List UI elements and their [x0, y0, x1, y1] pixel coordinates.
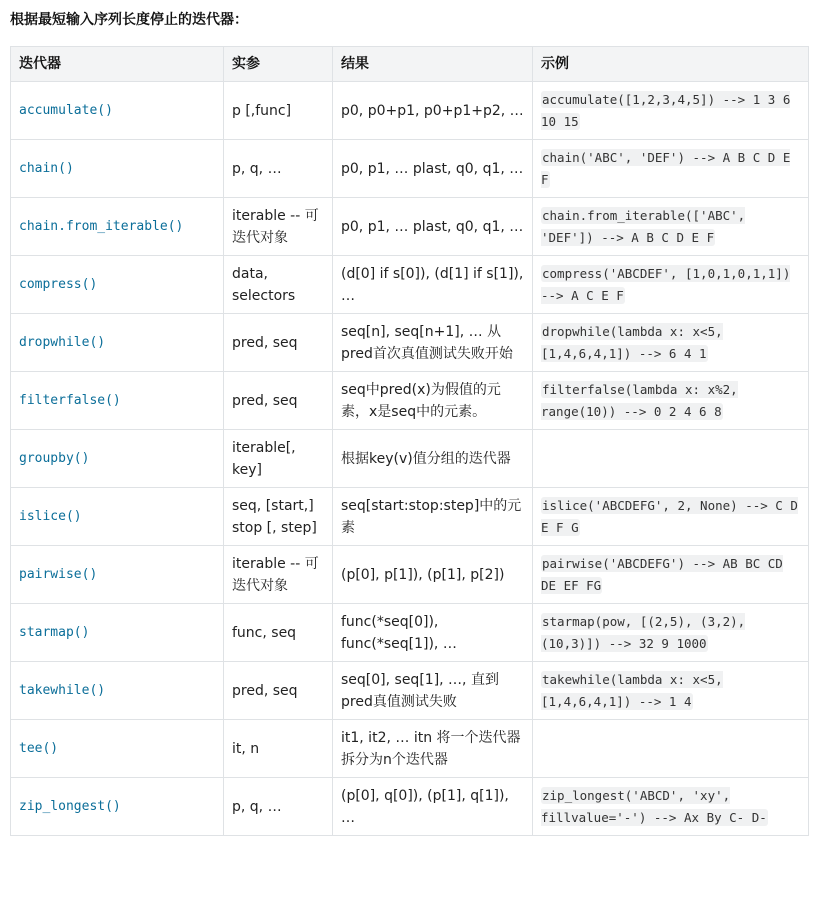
example-code: pairwise('ABCDEFG') --> AB BC CD DE EF FG: [541, 555, 783, 593]
result-cell: seq[start:stop:step]中的元素: [333, 488, 533, 546]
example-cell: [533, 256, 809, 314]
result-cell: func(*seq[0]), func(*seq[1]), …: [333, 604, 533, 662]
args-cell: pred, seq: [224, 662, 333, 720]
iterator-name-cell: chain(): [11, 140, 224, 198]
args-cell: pred, seq: [224, 314, 333, 372]
table-header: [11, 47, 809, 82]
iterator-name-cell: starmap(): [11, 604, 224, 662]
example-cell: [533, 430, 809, 488]
example-cell: [533, 778, 809, 836]
table-row: [11, 430, 809, 488]
result-cell: (p[0], q[0]), (p[1], q[1]), …: [333, 778, 533, 836]
example-cell: [533, 488, 809, 546]
result-cell: p0, p1, … plast, q0, q1, …: [333, 198, 533, 256]
args-cell: p [,func]: [224, 82, 333, 140]
iterator-name-cell: groupby(): [11, 430, 224, 488]
example-cell: [533, 140, 809, 198]
result-cell: (p[0], p[1]), (p[1], p[2]): [333, 546, 533, 604]
table-row: [11, 314, 809, 372]
table-row: [11, 778, 809, 836]
iterator-name-cell: islice(): [11, 488, 224, 546]
section-heading: 根据最短输入序列长度停止的迭代器：: [10, 12, 248, 28]
result-cell: p0, p1, … plast, q0, q1, …: [333, 140, 533, 198]
example-cell: [533, 662, 809, 720]
iterator-name-cell: pairwise(): [11, 546, 224, 604]
table-row: [11, 720, 809, 778]
table-row: [11, 198, 809, 256]
result-cell: seq[n], seq[n+1], … 从pred首次真值测试失败开始: [333, 314, 533, 372]
example-code: chain.from_iterable(['ABC', 'DEF']) --> A B C D E F: [541, 207, 746, 245]
args-cell: data, selectors: [224, 256, 333, 314]
iterator-table: [10, 46, 809, 836]
result-cell: (d[0] if s[0]), (d[1] if s[1]), …: [333, 256, 533, 314]
iterator-name-cell: accumulate(): [11, 82, 224, 140]
example-code: compress('ABCDEF', [1,0,1,0,1,1]) --> A C E F: [541, 265, 791, 303]
args-cell: seq, [start,] stop [, step]: [224, 488, 333, 546]
header-row: [11, 47, 809, 82]
table-row: [11, 604, 809, 662]
args-cell: pred, seq: [224, 372, 333, 430]
table-row: [11, 82, 809, 140]
example-code: accumulate([1,2,3,4,5]) --> 1 3 6 10 15: [541, 91, 791, 129]
result-cell: 根据key(v)值分组的迭代器: [333, 430, 533, 488]
example-code: filterfalse(lambda x: x%2, range(10)) --> 0 2 4 6 8: [541, 381, 738, 419]
iterator-name-cell: takewhile(): [11, 662, 224, 720]
table-row: [11, 372, 809, 430]
table-row: [11, 662, 809, 720]
example-code: chain('ABC', 'DEF') --> A B C D E F: [541, 149, 791, 187]
iterator-name-cell: compress(): [11, 256, 224, 314]
result-cell: p0, p0+p1, p0+p1+p2, …: [333, 82, 533, 140]
example-code: starmap(pow, [(2,5), (3,2), (10,3)]) --> 32 9 1000: [541, 613, 746, 651]
args-cell: iterable -- 可迭代对象: [224, 198, 333, 256]
example-code: takewhile(lambda x: x<5, [1,4,6,4,1]) --> 1 4: [541, 671, 723, 709]
args-cell: p, q, …: [224, 140, 333, 198]
result-cell: seq[0], seq[1], …, 直到pred真值测试失败: [333, 662, 533, 720]
args-cell: iterable -- 可迭代对象: [224, 546, 333, 604]
example-cell: [533, 372, 809, 430]
iterator-name-cell: tee(): [11, 720, 224, 778]
args-cell: iterable[, key]: [224, 430, 333, 488]
table-body: [11, 82, 809, 836]
args-cell: func, seq: [224, 604, 333, 662]
iterator-name-cell: chain.from_iterable(): [11, 198, 224, 256]
example-code: zip_longest('ABCD', 'xy', fillvalue='-') --> Ax By C- D-: [541, 787, 767, 825]
example-cell: [533, 720, 809, 778]
example-cell: [533, 604, 809, 662]
table-row: [11, 546, 809, 604]
iterator-name-cell: filterfalse(): [11, 372, 224, 430]
table-row: [11, 488, 809, 546]
column-header-iterator: 迭代器: [11, 47, 224, 82]
column-header-example: 示例: [533, 47, 809, 82]
example-code: dropwhile(lambda x: x<5, [1,4,6,4,1]) --> 6 4 1: [541, 323, 723, 361]
table-row: [11, 140, 809, 198]
column-header-args: 实参: [224, 47, 333, 82]
iterator-name-cell: zip_longest(): [11, 778, 224, 836]
example-cell: [533, 546, 809, 604]
example-code: islice('ABCDEFG', 2, None) --> C D E F G: [541, 497, 798, 535]
result-cell: it1, it2, … itn 将一个迭代器拆分为n个迭代器: [333, 720, 533, 778]
example-cell: [533, 314, 809, 372]
column-header-result: 结果: [333, 47, 533, 82]
iterator-name-cell: dropwhile(): [11, 314, 224, 372]
table-row: [11, 256, 809, 314]
args-cell: p, q, …: [224, 778, 333, 836]
example-cell: [533, 82, 809, 140]
result-cell: seq中pred(x)为假值的元素，x是seq中的元素。: [333, 372, 533, 430]
args-cell: it, n: [224, 720, 333, 778]
example-cell: [533, 198, 809, 256]
